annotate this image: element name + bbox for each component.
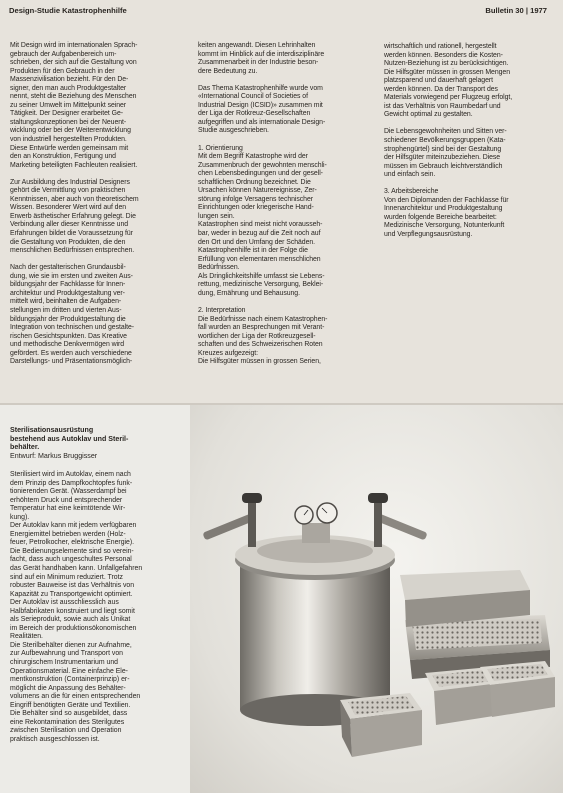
text-column-1 xyxy=(10,42,182,375)
paragraph: Mit dem Begriff Katastrophe wird der Zusammenbruch der gewohnten menschli- chen Lebensbedingungen und der gesell- schaftlichen Ordnung bezeichnet. Die Ursachen können Naturereignisse, Zer- störung infolge Versagens technischer Einrichtungen oder kriegerische Hand- lungen sein. Katastrophen sind meist nicht vorausseh- bar, weder in bezug auf die Zeit noch auf den Ort und den Umfang der Schäden. Katastrophenhilfe ist in der Folge die Erfüllung von elementaren menschlichen Bedürfnissen. Als Dringlichkeitshilfe umfasst sie Lebens- rettung, medizinische Versorgung, Beklei- dung, Ernährung und Behausung. xyxy=(198,153,327,297)
page-header xyxy=(9,4,547,18)
header-title: Design-Studie Katastrophenhilfe xyxy=(9,6,127,15)
feature-author: Entwurf: Markus Bruggisser xyxy=(10,452,98,460)
autoclave xyxy=(202,493,427,726)
paragraph: Das Thema Katastrophenhilfe wurde vom «International Council of Societies of Industrial Design (ICSID)» zusammen mit der Liga der Rotkreuz-Gesellschaften aufgegriffen und als internationale Design- Studie ausgeschrieben. xyxy=(198,84,326,135)
feature-text xyxy=(10,471,186,745)
paragraph: Die Lebensgewohnheiten und Sitten ver- schiedener Bevölkerungsgruppen (Kata- strophengürtel) sind bei der Gestaltung der Hilfsgüter miteinzubeziehen. Diese müssen im Gebrauch leichtverständlich und einfach sein. xyxy=(384,128,507,179)
paragraph: Sterilisiert wird im Autoklav, einem nach dem Prinzip des Dampfkochtopfes funk- tionierenden Gerät. (Wasserdampf bei erhöhtem Druck und entsprechender Temperatur hat eine keimtötende Wir- kung). Der Autoklav kann mit jedem verfügbaren Energiemittel betrieben werden (Holz- feuer, Petrolkocher, elektrische Energie). Die Bedienungselemente sind so verein- facht, dass auch ungeschultes Personal das Gerät handhaben kann. Unfallgefahren sind auf ein Minimum reduziert. Trotz robuster Bauweise ist das Verhältnis von Kapazität zu Transportgewicht optimiert. Der Autoklav ist ausschliesslich aus Halbfabrikaten konstruiert und liegt somit als Serieprodukt, sowie auch als Unikat im Bereich der produktionsökonomischen Realitäten. Die Sterilbehälter dienen zur Aufnahme, zur Aufbewahrung und Transport von chirurgischem Instrumentarium und Operationsmaterial. Eine einfache Ele- mentkonstruktion (Containerprinzip) er- möglicht die Anpassung des Behälter- volumens an die für einen entsprechenden Eingriff benötigten Geräte und Textilien. Die Behälter sind so ausgebildet, dass eine Rekontamination des Sterilgutes zwischen Sterilisation und Operation praktisch ausgeschlossen ist. xyxy=(10,471,143,743)
paragraph: Von den Diplomanden der Fachklasse für Innenarchitektur und Produktgestaltung wurden folgende Bereiche bearbeitet: Medizinische Versorgung, Notunterkunft und Verpflegungsausrüstung. xyxy=(384,196,509,239)
paragraph: Mit Design wird im internationalen Sprach- gebrauch der Aufgabenbereich um- schrieben, der sich auf die Gestaltung von Produkten für den Gebrauch in der Massenzivilisation bezieht. Für den De- signer, den man auch Produktgestalter nennt, steht die Beziehung des Menschen zu seiner Umwelt im Mittelpunkt seiner Tätigkeit. Der Designer erarbeitet Ge- staltungskonzeptionen bei der Neuent- wicklung oder bei der Weiterentwicklung von industriell hergestellten Produkten. Diese Entwürfe werden gemeinsam mit den an Konstruktion, Fertigung und Marketing beteiligten Fachleuten realisiert. xyxy=(10,42,138,169)
sterile-container-small-1 xyxy=(340,693,422,757)
section-title-arbeitsbereiche: 3. Arbeitsbereiche xyxy=(384,188,439,196)
autoclave-illustration xyxy=(190,405,563,793)
product-photo xyxy=(190,405,563,793)
text-column-3 xyxy=(384,43,556,248)
paragraph: wirtschaftlich und rationell, hergestellt werden können. Besonders die Kosten- Nutzen-Beziehung ist zu berücksichtigen. Die Hilfsgüter müssen in grossen Mengen platzsparend und dauerhaft gelagert werden können. Da der Transport des Materials vorwiegend per Flugzeug erfolgt, ist das Verhältnis von Raumbedarf und Gewicht optimal zu gestalten. xyxy=(384,43,513,119)
feature-heading: Sterilisationsausrüstung bestehend aus Autoklav und Steril- behälter. xyxy=(10,426,129,452)
paragraph: Die Bedürfnisse nach einem Katastrophen- fall wurden an Besprechungen mit Verant- wortlichen der Liga der Rotkreuzgesell- schaften und des Schweizerischen Roten Kreuzes aufgezeigt: Die Hilfsgüter müssen in grossen Serien, xyxy=(198,315,328,366)
section-title-orientierung: 1. Orientierung xyxy=(198,144,243,152)
paragraph: keiten angewandt. Diesen Lehrinhalten kommt im Hinblick auf die interdisziplinäre Zusammenarbeit in der Industrie beson- dere Bedeutung zu. xyxy=(198,42,325,75)
section-title-interpretation: 2. Interpretation xyxy=(198,306,246,314)
paragraph: Nach der gestalterischen Grundausbil- dung, wie sie im ersten und zweiten Aus- bildungsjahr der Fachklasse für Innen- architektur und Produktgestaltung ver- mittelt wird, beinhalten die Aufgaben- stellungen im dritten und vierten Aus- bildungsjahr der Produktgestaltung die Integration von technischen und gestalte- rischen Gesichtspunkten. Das Kreative und methodische Denkvermögen wird gefördert. Es werden auch verschiedene Darstellungs- und Präsentationsmöglich- xyxy=(10,264,134,366)
text-column-2 xyxy=(198,42,370,375)
paragraph: Zur Ausbildung des Industrial Designers gehört die Vermittlung von praktischen Kenntnissen, aber auch von theoretischem Wissen. Besonderer Wert wird auf den Erwerb ästhetischer Erfahrung gelegt. Die Verbindung aller dieser Kenntnisse und Erfahrungen bildet die Voraussetzung für die Gestaltung von Produkten, die den menschlichen Bedürfnissen entsprechen. xyxy=(10,178,139,255)
bulletin-number: Bulletin 30 | 1977 xyxy=(485,6,547,15)
